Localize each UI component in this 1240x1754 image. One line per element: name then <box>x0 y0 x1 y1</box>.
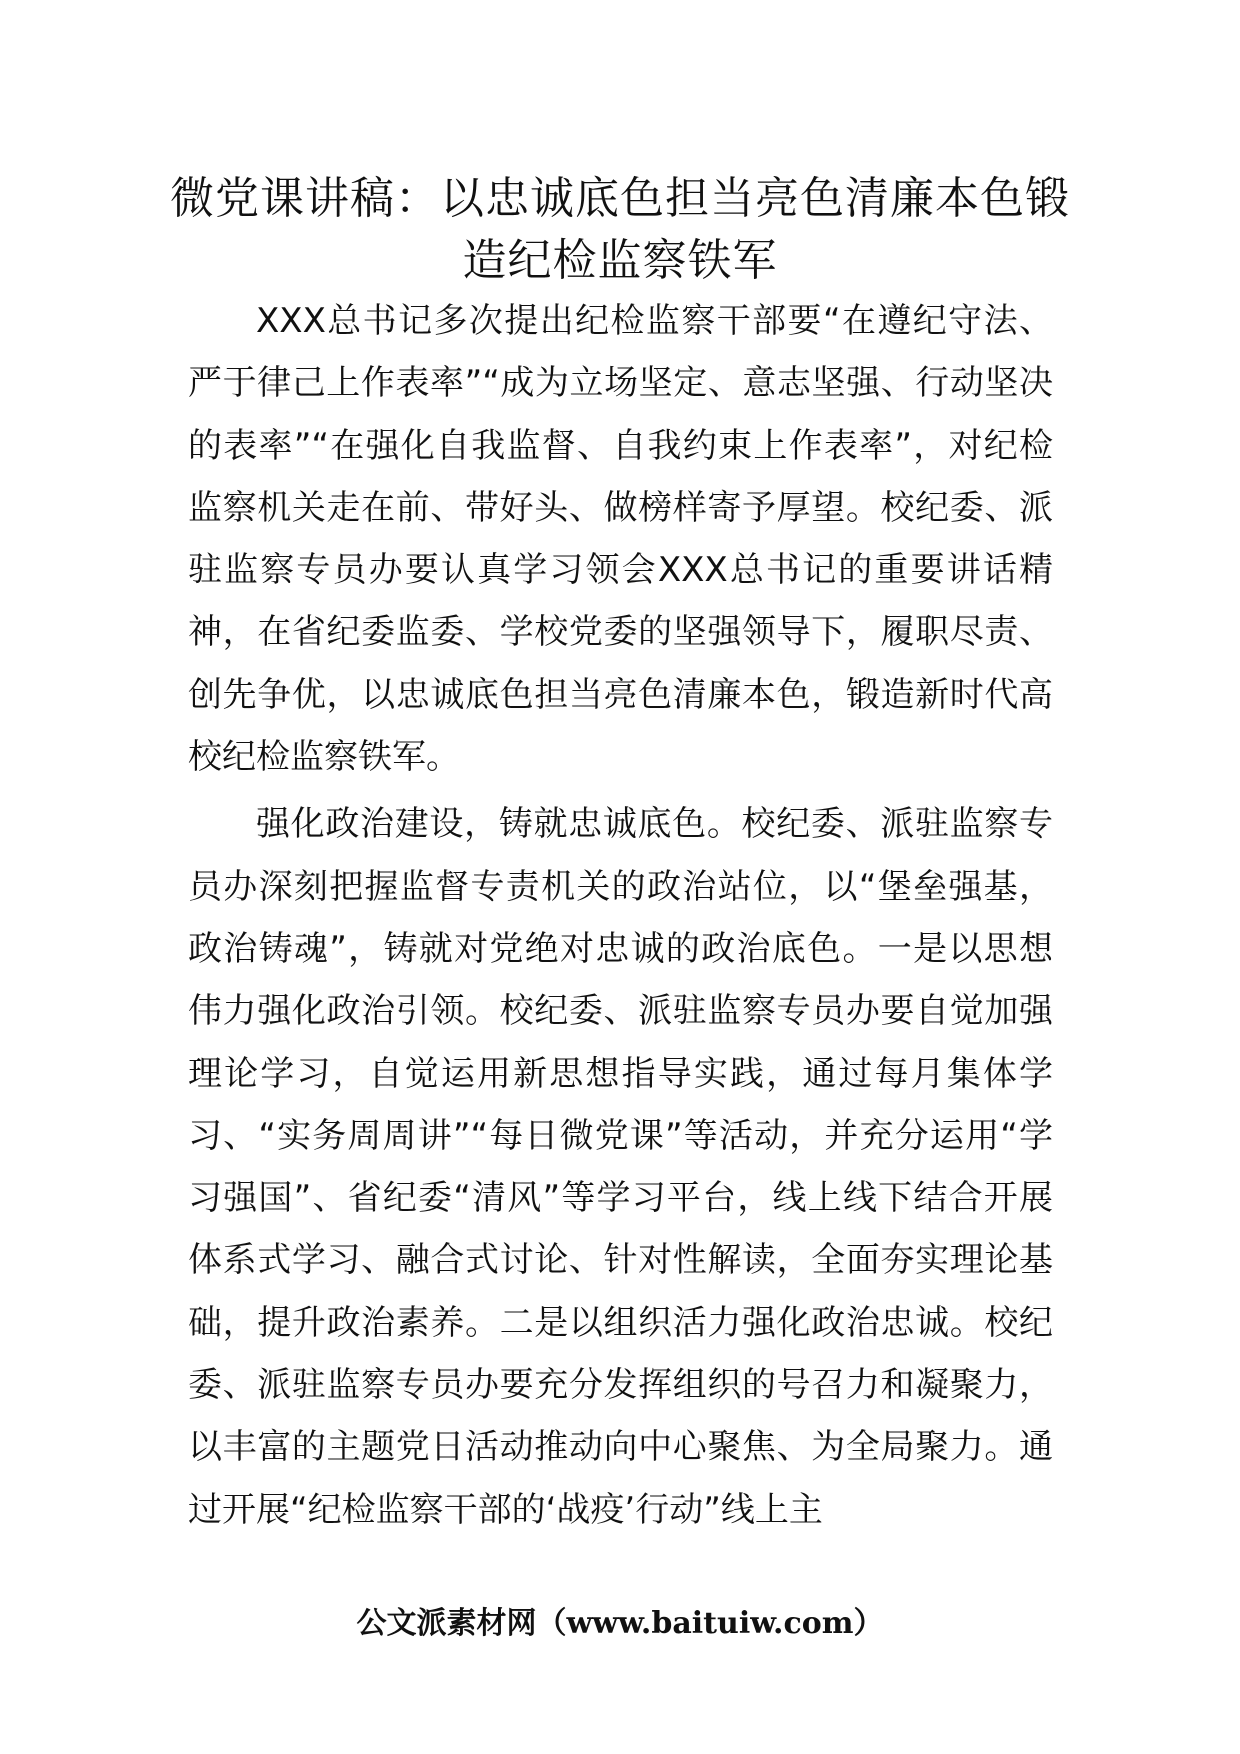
footer-watermark: 公文派素材网（www.baituiw.com） <box>356 1606 884 1641</box>
document-title: 微党课讲稿：以忠诚底色担当亮色清廉本色锻造纪检监察铁军 <box>170 173 1070 286</box>
body-paragraph-2: 强化政治建设，铸就忠诚底色。校纪委、派驻监察专员办深刻把握监督专责机关的政治站位，以“堡垒强基，政治铸魂”，铸就对党绝对忠诚的政治底色。一是以思想伟力强化政治引领。校纪委、派驻监察专员办要自觉加强理论学习，自觉运用新思想指导实践，通过每月集体学习、“实务周周讲”“每日微党课”等活动，并充分运用“学习强国”、省纪委“清风”等学习平台，线上线下结合开展体系式学习、融合式讨论、针对性解读，全面夯实理论基础，提升政治素养。二是以组织活力强化政治忠诚。校纪委、派驻监察专员办要充分发挥组织的号召力和凝聚力，以丰富的主题党日活动推动向中心聚焦、为全局聚力。通过开展“纪检监察干部的‘战疫’行动”线上主 <box>188 804 1053 1530</box>
document-body <box>188 290 1053 1541</box>
body-paragraph-1: XXX总书记多次提出纪检监察干部要“在遵纪守法、严于律己上作表率”“成为立场坚定、意志坚强、行动坚决的表率”“在强化自我监督、自我约束上作表率”，对纪检监察机关走在前、带好头、做榜样寄予厚望。校纪委、派驻监察专员办要认真学习领会XXX总书记的重要讲话精神，在省纪委监委、学校党委的坚强领导下，履职尽责、创先争优，以忠诚底色担当亮色清廉本色，锻造新时代高校纪检监察铁军。 <box>188 301 1053 778</box>
